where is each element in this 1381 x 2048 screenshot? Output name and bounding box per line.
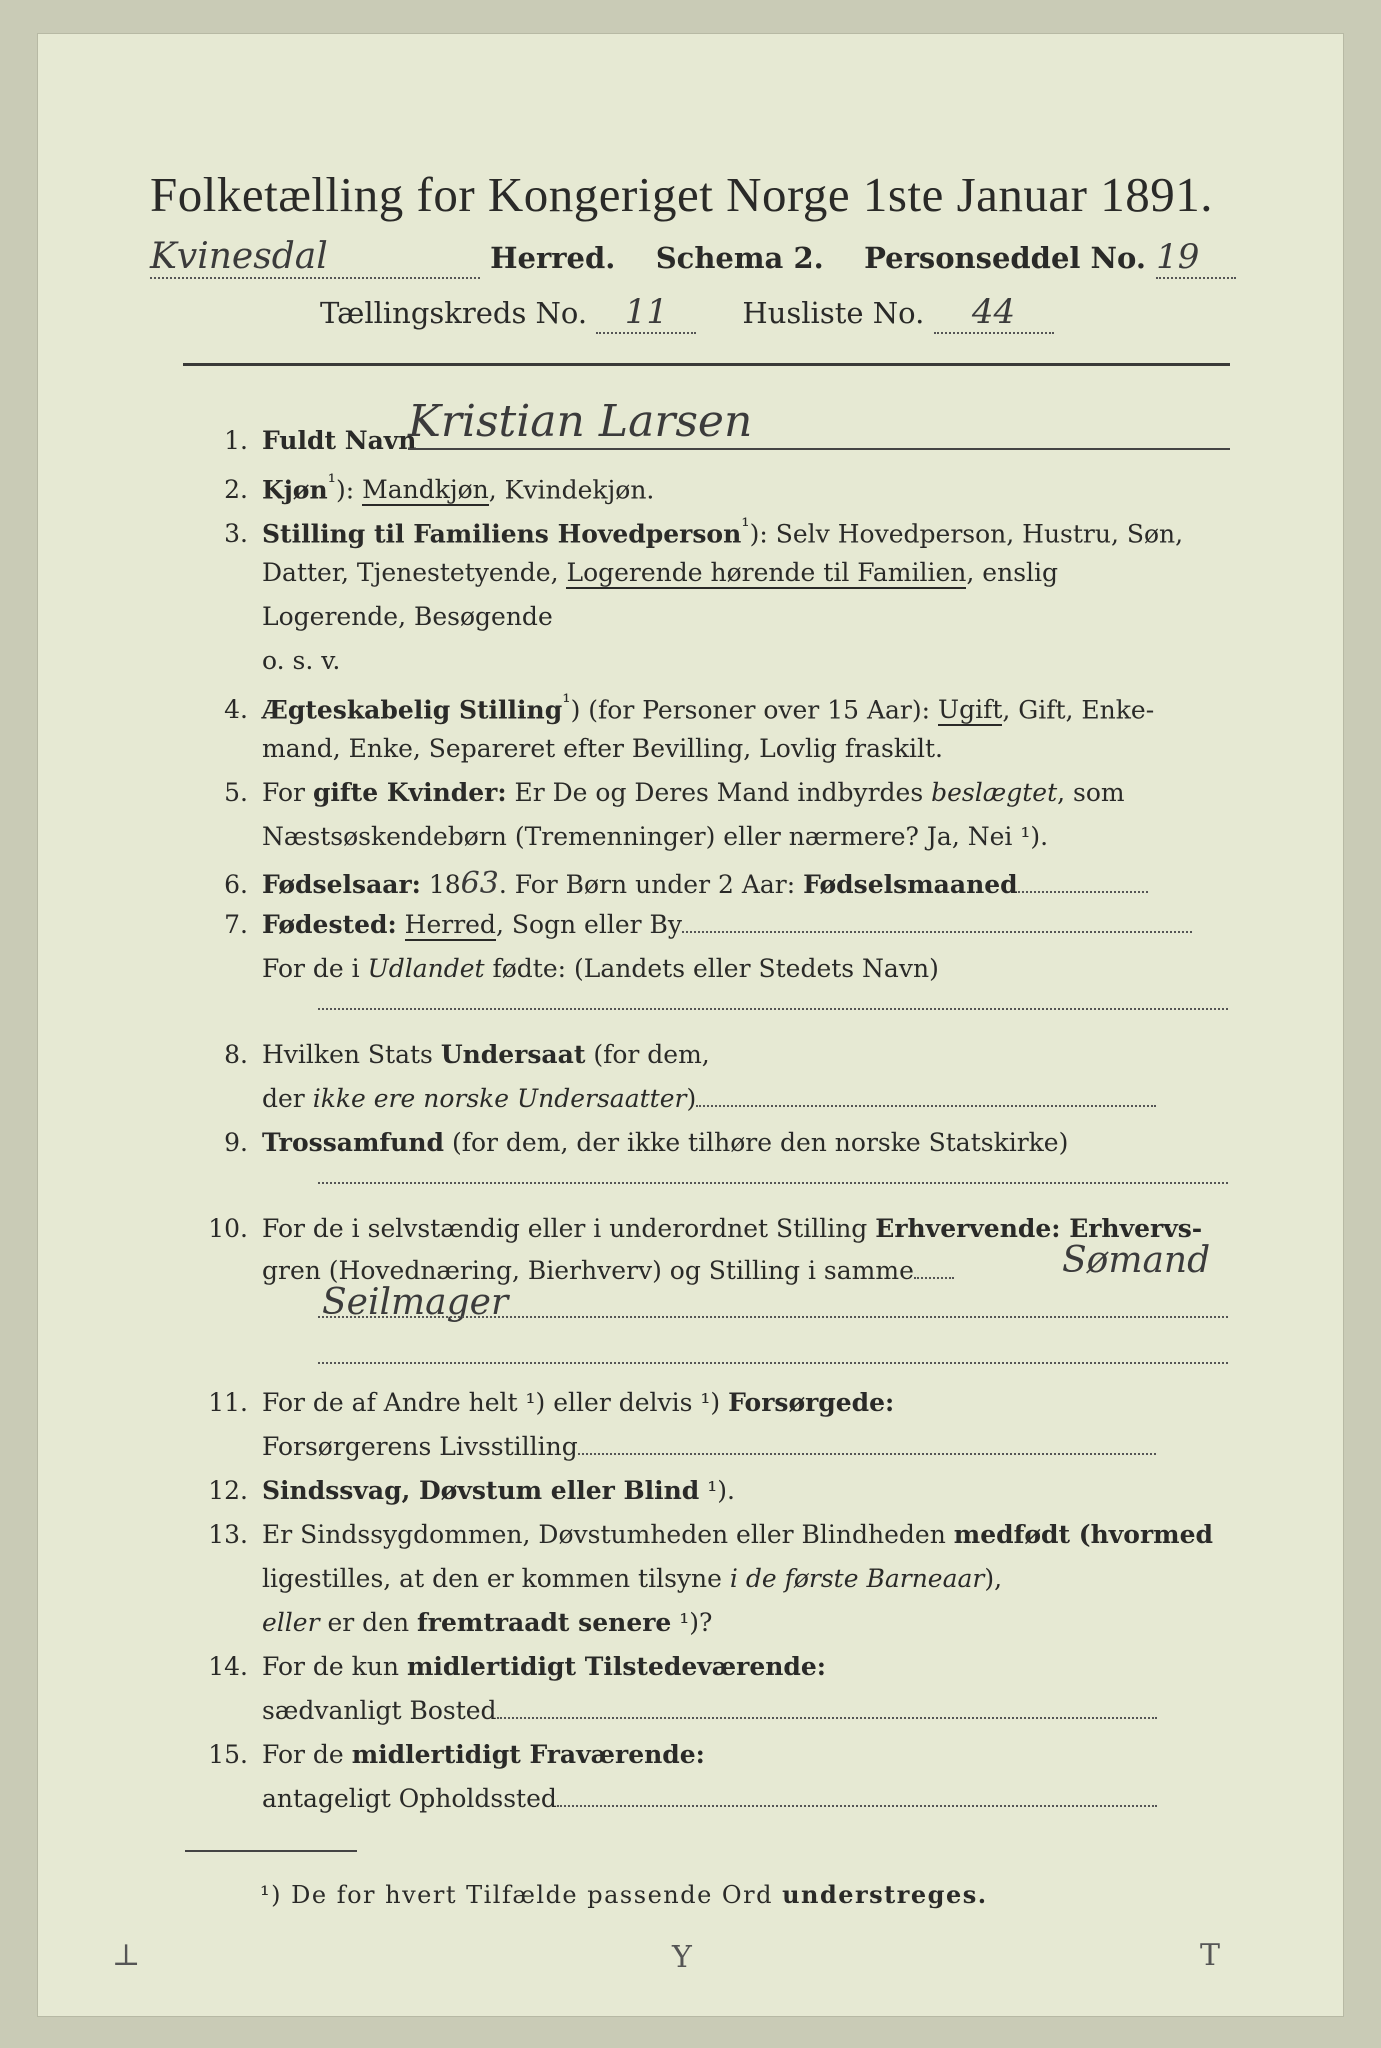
gender-male-underlined: Mandkjøn	[362, 475, 489, 505]
dotted-line	[318, 1362, 1228, 1364]
question-8-line-2: der ikke ere norske Undersaatter)	[262, 1084, 1156, 1113]
question-15: 15. For de midlertidigt Fraværende:	[208, 1740, 705, 1769]
question-7: 7. Fødested: Herred, Sogn eller By	[170, 910, 1192, 939]
kreds-label: Tællingskreds No.	[320, 296, 588, 330]
question-1: 1. Fuldt Navn	[224, 426, 417, 455]
dotted-line	[318, 1008, 1228, 1010]
question-6: 6. Fødselsaar: 1863. For Børn under 2 Aar: Fødselsmaaned	[170, 866, 1148, 901]
kreds-number: 11	[596, 292, 696, 334]
personseddel-label: Personseddel No.	[864, 241, 1146, 275]
registration-mark-icon: ⊥	[112, 1938, 141, 1973]
name-line	[408, 448, 1230, 450]
registration-mark-icon: T	[1200, 1938, 1221, 1973]
question-13: 13. Er Sindssygdommen, Døvstumheden eller Blindheden medfødt (hvormed	[208, 1520, 1213, 1549]
question-5: 5. For gifte Kvinder: Er De og Deres Mand indbyrdes beslægtet, som	[224, 778, 1125, 807]
herred-name: Kvinesdal	[150, 236, 480, 279]
question-10-line-2: gren (Hovednæring, Bierhverv) og Stilling i samme	[262, 1256, 954, 1285]
footnote: ¹) De for hvert Tilfælde passende Ord understreges.	[260, 1880, 988, 1909]
question-2: 2. Kjøn$^{^1}$): Mandkjøn, Kvindekjøn.	[224, 470, 655, 505]
registration-mark-icon: Y	[672, 1940, 692, 1975]
schema-label: Schema 2.	[655, 241, 824, 275]
occupation-value-1: Sømand	[1062, 1240, 1211, 1281]
kreds-line	[150, 292, 1240, 338]
question-9: 9. Trossamfund (for dem, der ikke tilhøre den norske Statskirke)	[224, 1128, 1069, 1157]
occupation-value-2: Seilmager	[322, 1282, 509, 1323]
dotted-line	[318, 1182, 1228, 1184]
question-8: 8. Hvilken Stats Undersaat (for dem,	[224, 1040, 710, 1069]
full-name-value: Kristian Larsen	[408, 396, 753, 447]
form-title: Folketælling for Kongeriget Norge 1ste Januar 1891.	[150, 167, 1213, 222]
question-4: 4. Ægteskabelig Stilling$^{^1}$) (for Personer over 15 Aar): Ugift, Gift, Enke-	[224, 690, 1155, 725]
herred-line	[150, 236, 1240, 282]
question-7-line-2: For de i Udlandet fødte: (Landets eller Stedets Navn)	[262, 954, 939, 983]
question-10: 10. For de i selvstændig eller i underordnet Stilling Erhvervende: Erhvervs-	[208, 1214, 1203, 1243]
question-3: 3. Stilling til Familiens Hovedperson$^{^1}$): Selv Hovedperson, Hustru, Søn,	[224, 514, 1184, 549]
question-13-line-3: eller er den fremtraadt senere ¹)?	[262, 1608, 713, 1637]
husliste-label: Husliste No.	[742, 296, 925, 330]
footnote-rule	[185, 1850, 357, 1852]
position-underlined: Logerende hørende til Familien	[566, 558, 967, 587]
question-5-line-2: Næstsøskendebørn (Tremenninger) eller nærmere? Ja, Nei ¹).	[262, 822, 1049, 851]
question-3-line-2: Datter, Tjenestetyende, Logerende hørende til Familien, enslig	[262, 558, 1059, 587]
question-3-line-4: o. s. v.	[262, 646, 341, 675]
question-14-line-2: sædvanligt Bosted	[262, 1696, 1157, 1725]
question-11-line-2: Forsørgerens Livsstilling	[262, 1432, 1156, 1461]
husliste-number: 44	[934, 292, 1054, 334]
herred-label: Herred.	[490, 241, 616, 275]
question-11: 11. For de af Andre helt ¹) eller delvis ¹) Forsørgede:	[208, 1388, 895, 1417]
birth-year-value: 63	[460, 866, 499, 901]
question-12: 12. Sindssvag, Døvstum eller Blind ¹).	[208, 1476, 735, 1505]
question-15-line-2: antageligt Opholdssted	[262, 1784, 1157, 1813]
question-13-line-2: ligestilles, at den er kommen tilsyne i de første Barneaar),	[262, 1564, 1003, 1593]
question-4-line-2: mand, Enke, Separeret efter Bevilling, Lovlig fraskilt.	[262, 734, 943, 763]
marital-ugift-underlined: Ugift	[938, 695, 1003, 725]
personseddel-number: 19	[1156, 237, 1236, 279]
header-rule	[183, 363, 1230, 366]
dotted-line	[318, 1316, 1228, 1318]
question-14: 14. For de kun midlertidigt Tilstedeværende:	[208, 1652, 827, 1681]
birthplace-herred-underlined: Herred	[404, 910, 496, 939]
question-3-line-3: Logerende, Besøgende	[262, 602, 553, 631]
